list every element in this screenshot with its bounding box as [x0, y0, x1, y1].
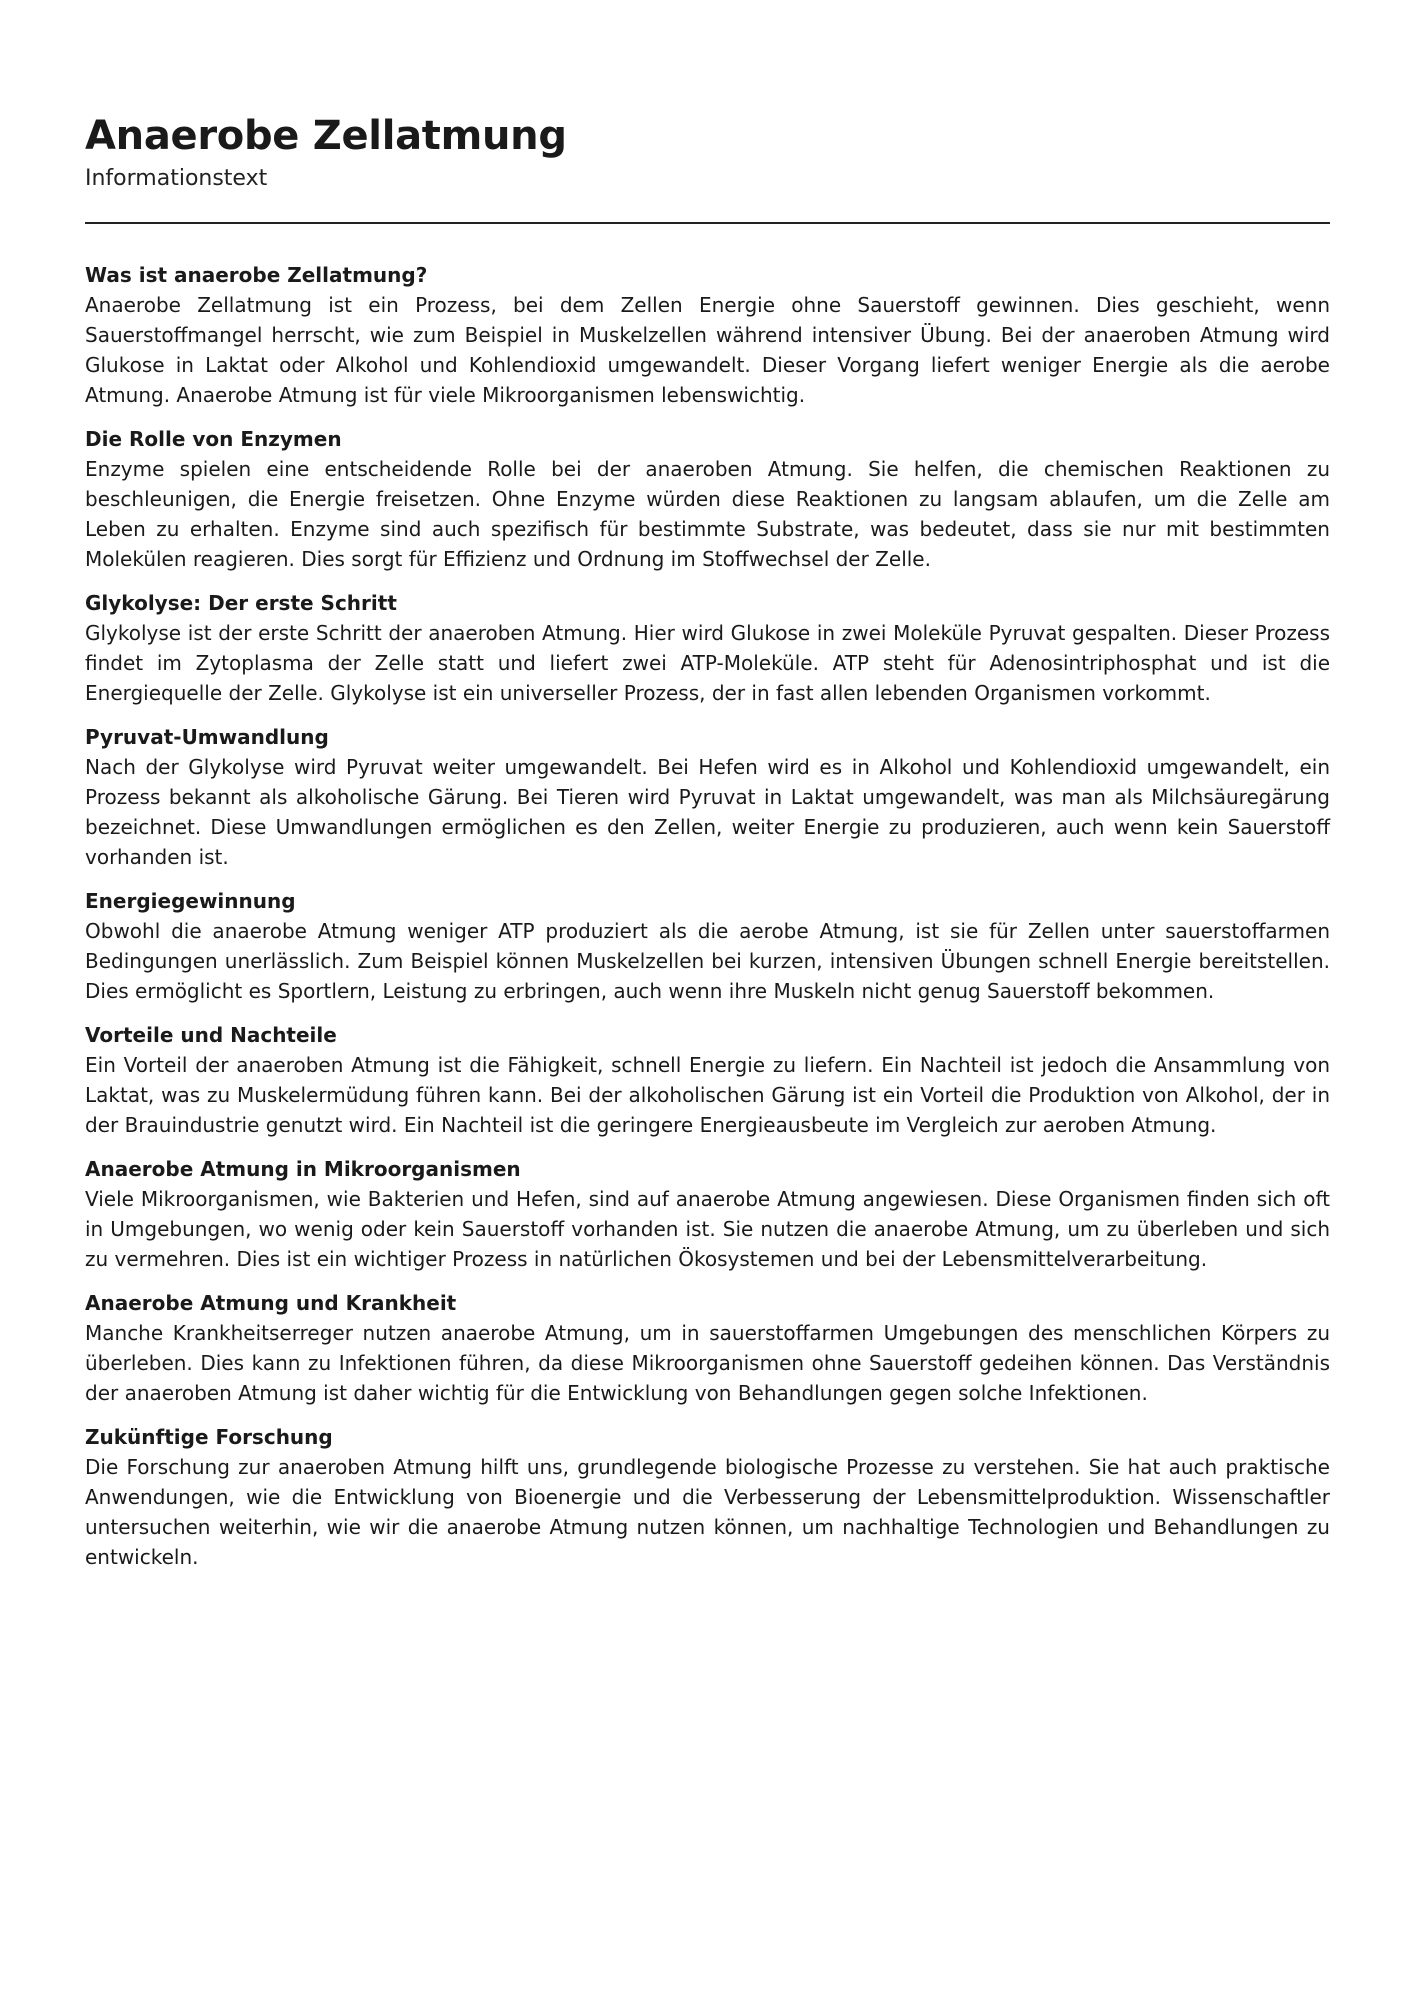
section-mikroorganismen — [85, 1154, 1330, 1274]
section-body: Obwohl die anaerobe Atmung weniger ATP produziert als die aerobe Atmung, ist sie für Zellen unter sauerstoffarmen Bedingungen unerlässlich. Zum Beispiel können Muskelzellen bei kurzen, intensiven Übungen schnell Energie bereitstellen. Dies ermöglicht es Sportlern, Leistung zu erbringen, auch wenn ihre Muskeln nicht genug Sauerstoff bekommen. — [85, 919, 1330, 1003]
section-body: Ein Vorteil der anaeroben Atmung ist die Fähigkeit, schnell Energie zu liefern. Ein Nachteil ist jedoch die Ansammlung von Laktat, was zu Muskelermüdung führen kann. Bei der alkoholischen Gärung ist ein Vorteil die Produktion von Alkohol, der in der Brauindustrie genutzt wird. Ein Nachteil ist die geringere Energieausbeute im Vergleich zur aeroben Atmung. — [85, 1053, 1330, 1137]
document-page — [85, 112, 1330, 1586]
section-heading: Die Rolle von Enzymen — [85, 427, 342, 451]
section-body: Die Forschung zur anaeroben Atmung hilft uns, grundlegende biologische Prozesse zu verstehen. Sie hat auch praktische Anwendungen, wie die Entwicklung von Bioenergie und die Verbesserung der Lebensmittelproduktion. Wissenschaftler untersuchen weiterhin, wie wir die anaerobe Atmung nutzen können, um nachhaltige Technologien und Behandlungen zu entwickeln. — [85, 1455, 1330, 1569]
header-divider — [85, 222, 1330, 224]
section-body: Enzyme spielen eine entscheidende Rolle bei der anaeroben Atmung. Sie helfen, die chemischen Reaktionen zu beschleunigen, die Energie freisetzen. Ohne Enzyme würden diese Reaktionen zu langsam ablaufen, um die Zelle am Leben zu erhalten. Enzyme sind auch spezifisch für bestimmte Substrate, was bedeutet, dass sie nur mit bestimmten Molekülen reagieren. Dies sorgt für Effizienz und Ordnung im Stoffwechsel der Zelle. — [85, 457, 1330, 571]
section-heading: Pyruvat-Umwandlung — [85, 725, 329, 749]
document-subtitle: Informationstext — [85, 166, 268, 191]
section-forschung — [85, 1422, 1330, 1572]
section-vorteile-nachteile — [85, 1020, 1330, 1140]
section-body: Anaerobe Zellatmung ist ein Prozess, bei dem Zellen Energie ohne Sauerstoff gewinnen. Dies geschieht, wenn Sauerstoffmangel herrscht, wie zum Beispiel in Muskelzellen während intensiver Übung. Bei der anaeroben Atmung wird Glukose in Laktat oder Alkohol und Kohlendioxid umgewandelt. Dieser Vorgang liefert weniger Energie als die aerobe Atmung. Anaerobe Atmung ist für viele Mikroorganismen lebenswichtig. — [85, 293, 1330, 407]
section-body: Manche Krankheitserreger nutzen anaerobe Atmung, um in sauerstoffarmen Umgebungen des menschlichen Körpers zu überleben. Dies kann zu Infektionen führen, da diese Mikroorganismen ohne Sauerstoff gedeihen können. Das Verständnis der anaeroben Atmung ist daher wichtig für die Entwicklung von Behandlungen gegen solche Infektionen. — [85, 1321, 1330, 1405]
section-body: Viele Mikroorganismen, wie Bakterien und Hefen, sind auf anaerobe Atmung angewiesen. Diese Organismen finden sich oft in Umgebungen, wo wenig oder kein Sauerstoff vorhanden ist. Sie nutzen die anaerobe Atmung, um zu überleben und sich zu vermehren. Dies ist ein wichtiger Prozess in natürlichen Ökosystemen und bei der Lebensmittelverarbeitung. — [85, 1187, 1330, 1271]
section-heading: Zukünftige Forschung — [85, 1425, 333, 1449]
section-pyruvat — [85, 722, 1330, 872]
section-heading: Anaerobe Atmung in Mikroorganismen — [85, 1157, 521, 1181]
section-energiegewinnung — [85, 886, 1330, 1006]
section-heading: Glykolyse: Der erste Schritt — [85, 591, 397, 615]
section-enzyme — [85, 424, 1330, 574]
section-heading: Energiegewinnung — [85, 889, 296, 913]
section-heading: Vorteile und Nachteile — [85, 1023, 337, 1047]
sections-container — [85, 260, 1330, 1572]
section-heading: Anaerobe Atmung und Krankheit — [85, 1291, 457, 1315]
section-heading: Was ist anaerobe Zellatmung? — [85, 263, 428, 287]
section-body: Glykolyse ist der erste Schritt der anaeroben Atmung. Hier wird Glukose in zwei Moleküle Pyruvat gespalten. Dieser Prozess findet im Zytoplasma der Zelle statt und liefert zwei ATP-Moleküle. ATP steht für Adenosintriphosphat und ist die Energiequelle der Zelle. Glykolyse ist ein universeller Prozess, der in fast allen lebenden Organismen vorkommt. — [85, 621, 1330, 705]
section-body: Nach der Glykolyse wird Pyruvat weiter umgewandelt. Bei Hefen wird es in Alkohol und Kohlendioxid umgewandelt, ein Prozess bekannt als alkoholische Gärung. Bei Tieren wird Pyruvat in Laktat umgewandelt, was man als Milchsäuregärung bezeichnet. Diese Umwandlungen ermöglichen es den Zellen, weiter Energie zu produzieren, auch wenn kein Sauerstoff vorhanden ist. — [85, 755, 1330, 869]
section-was-ist — [85, 260, 1330, 410]
document-title: Anaerobe Zellatmung — [85, 113, 567, 159]
section-glykolyse — [85, 588, 1330, 708]
section-krankheit — [85, 1288, 1330, 1408]
